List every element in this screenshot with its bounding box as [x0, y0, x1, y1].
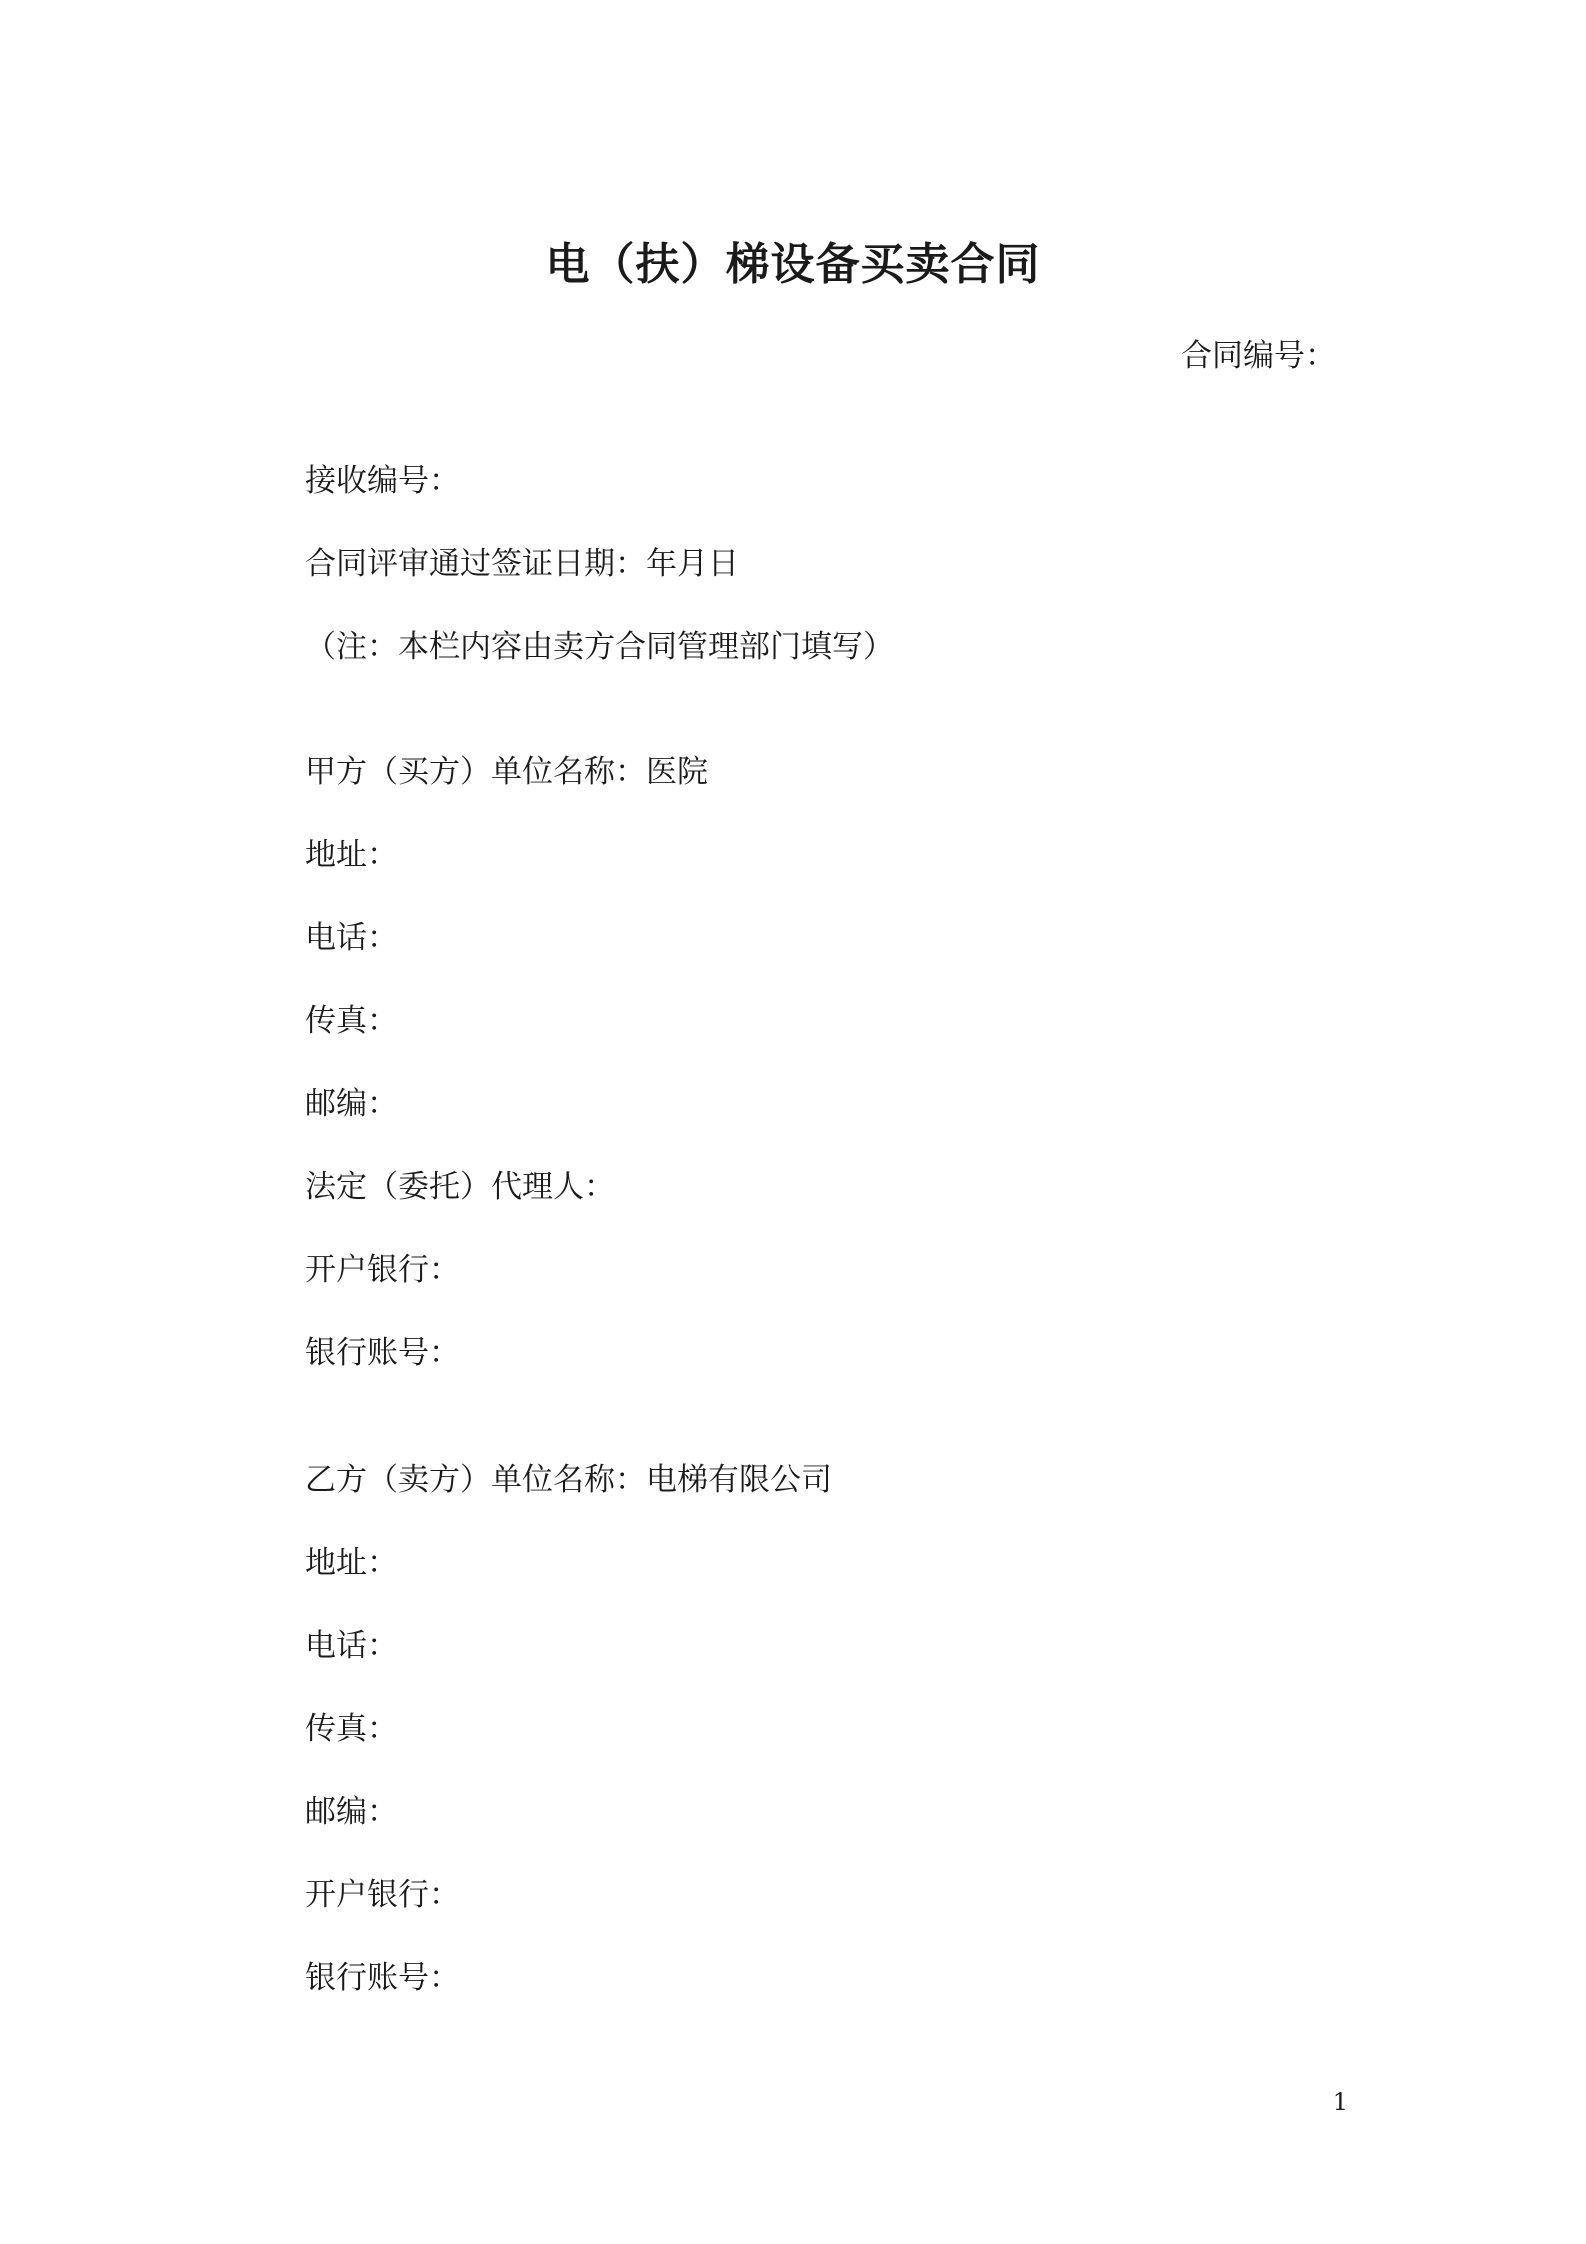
party-b-name-line: 乙方（卖方）单位名称：电梯有限公司 [305, 1462, 832, 1498]
party-b-bank-label: 开户银行： [305, 1877, 460, 1913]
party-a-agent-label: 法定（委托）代理人： [305, 1169, 615, 1205]
review-date-label: 合同评审通过签证日期：年月日 [305, 546, 739, 582]
party-a-address-label: 地址： [305, 837, 398, 873]
receipt-number-label: 接收编号： [305, 463, 460, 499]
party-b-phone-label: 电话： [305, 1628, 398, 1664]
document-title: 电（扶）梯设备买卖合同 [545, 239, 1041, 290]
party-a-postcode-label: 邮编： [305, 1086, 398, 1122]
party-b-account-label: 银行账号： [305, 1960, 460, 1996]
party-b-fax-label: 传真： [305, 1711, 398, 1747]
contract-number-label: 合同编号： [1181, 338, 1336, 374]
party-a-fax-label: 传真： [305, 1003, 398, 1039]
note-text: （注：本栏内容由卖方合同管理部门填写） [305, 629, 894, 665]
party-a-name-line: 甲方（买方）单位名称：医院 [305, 754, 708, 790]
party-b-postcode-label: 邮编： [305, 1794, 398, 1830]
party-a-bank-label: 开户银行： [305, 1252, 460, 1288]
party-b-address-label: 地址： [305, 1545, 398, 1581]
party-a-account-label: 银行账号： [305, 1335, 460, 1371]
page-number: 1 [1332, 2088, 1348, 2116]
party-a-phone-label: 电话： [305, 920, 398, 956]
